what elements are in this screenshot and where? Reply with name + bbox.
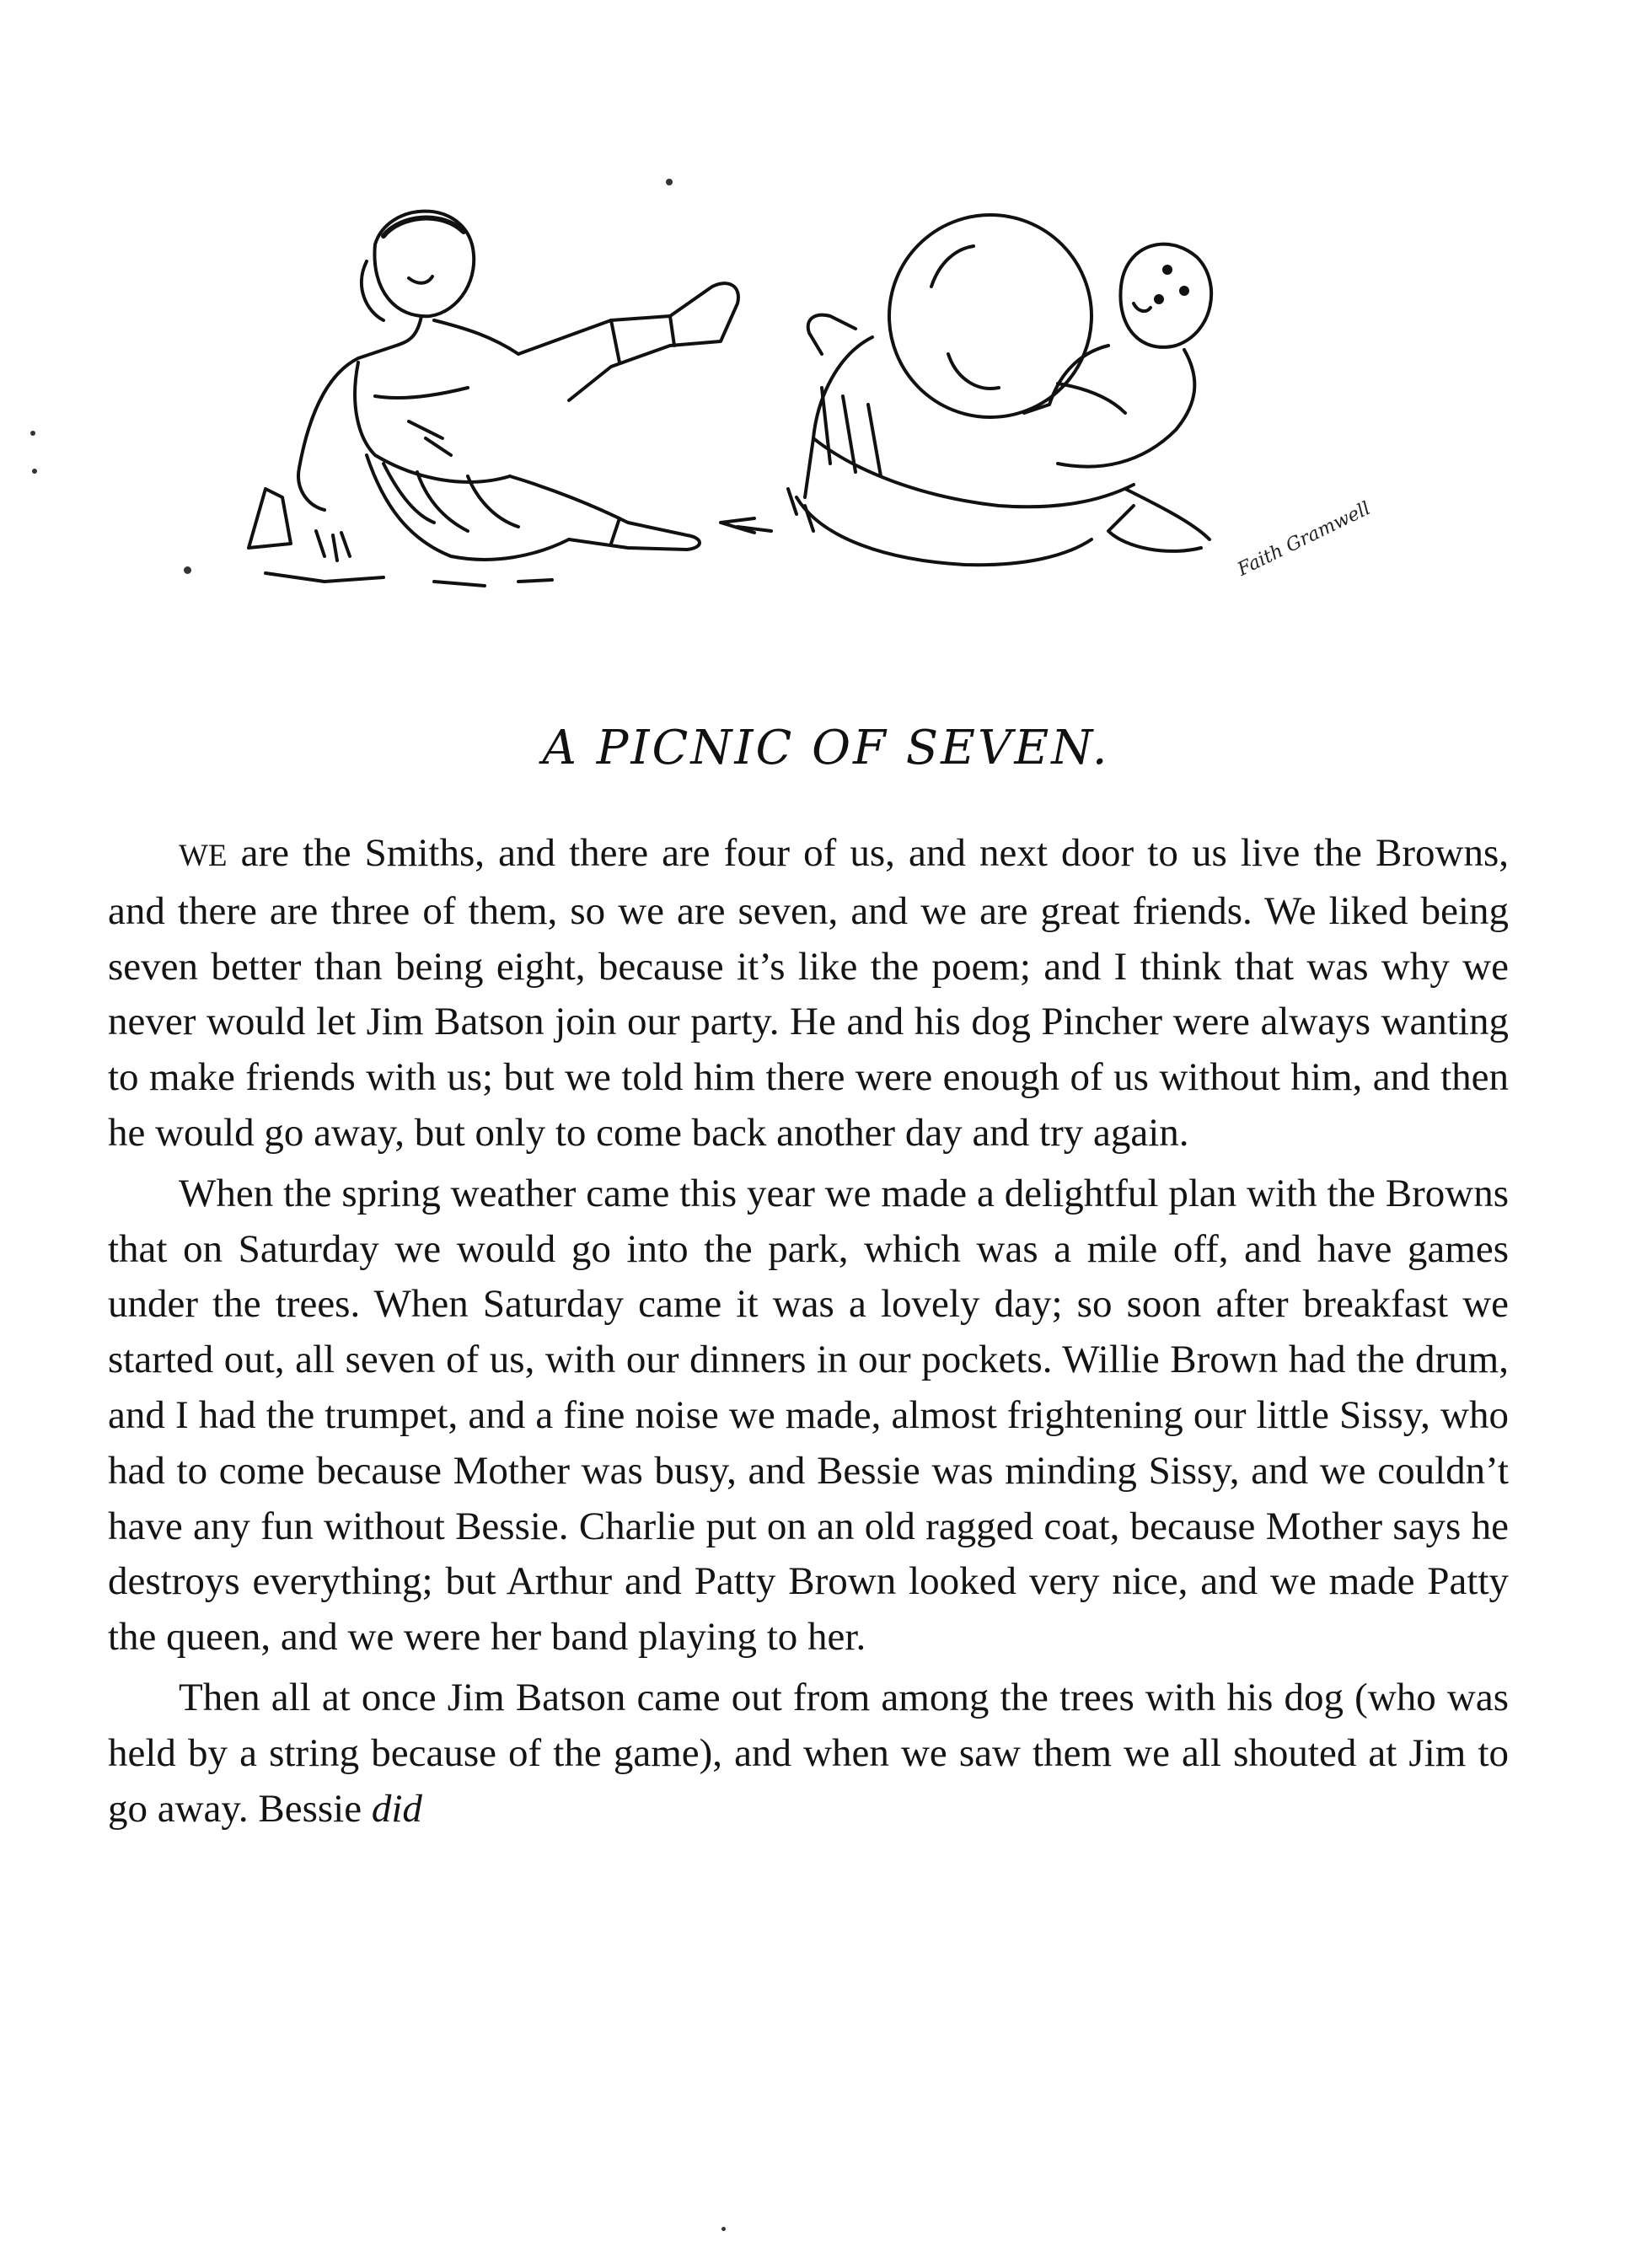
paragraph-1-text: are the Smiths, and there are four of us, and next door to us live the Browns, and there are three of them, so we are seven, and we are great friends. We liked being seven better than being eight, because it’s like the poem; and I think that was why we never would let Jim Batson join our party. He and his dog Pincher were always wanting to make friends with us; but we told him there were enough of us without him, and then he would go away, but only to come back another day and try again. xyxy=(108,831,1509,1155)
print-speck xyxy=(32,469,37,474)
print-speck xyxy=(184,566,191,574)
sitting-girl-drawing xyxy=(249,212,738,586)
story-text xyxy=(108,826,1509,1837)
children-illustration xyxy=(215,185,1403,657)
print-speck xyxy=(666,179,673,185)
children-playing-illustration-icon xyxy=(215,185,1403,657)
page-title: A PICNIC OF SEVEN. xyxy=(542,721,1110,775)
story-paragraph-1 xyxy=(108,826,1509,1161)
emphasized-word: did xyxy=(371,1786,422,1831)
dropcap-word: WE xyxy=(179,839,228,873)
story-paragraph-3 xyxy=(108,1671,1509,1837)
baby-with-ball-drawing xyxy=(721,215,1211,565)
print-speck xyxy=(30,431,35,436)
paragraph-3-text: Then all at once Jim Batson came out from among the trees with his dog (who was held by a string because of the game), and when we saw them we all shouted at Jim to go away. Bessie xyxy=(108,1675,1509,1831)
print-speck xyxy=(721,2227,726,2231)
story-paragraph-2: When the spring weather came this year we made a delightful plan with the Browns that on Saturday we would go into the park, which was a mile off, and have games under the trees. When Saturday came it was a lovely day; so soon after breakfast we started out, all seven of us, with our dinners in our pockets. Willie Brown had the drum, and I had the trumpet, and a fine noise we made, almost frightening our little Sissy, who had to come because Mother was busy, and Bessie was minding Sissy, and we couldn’t have any fun without Bessie. Charlie put on an old ragged coat, because Mother says he destroys everything; but Arthur and Patty Brown looked very nice, and we made Patty the queen, and we were her band playing to her. xyxy=(108,1171,1509,1660)
artist-signature: Faith Gramwell xyxy=(1234,497,1375,581)
